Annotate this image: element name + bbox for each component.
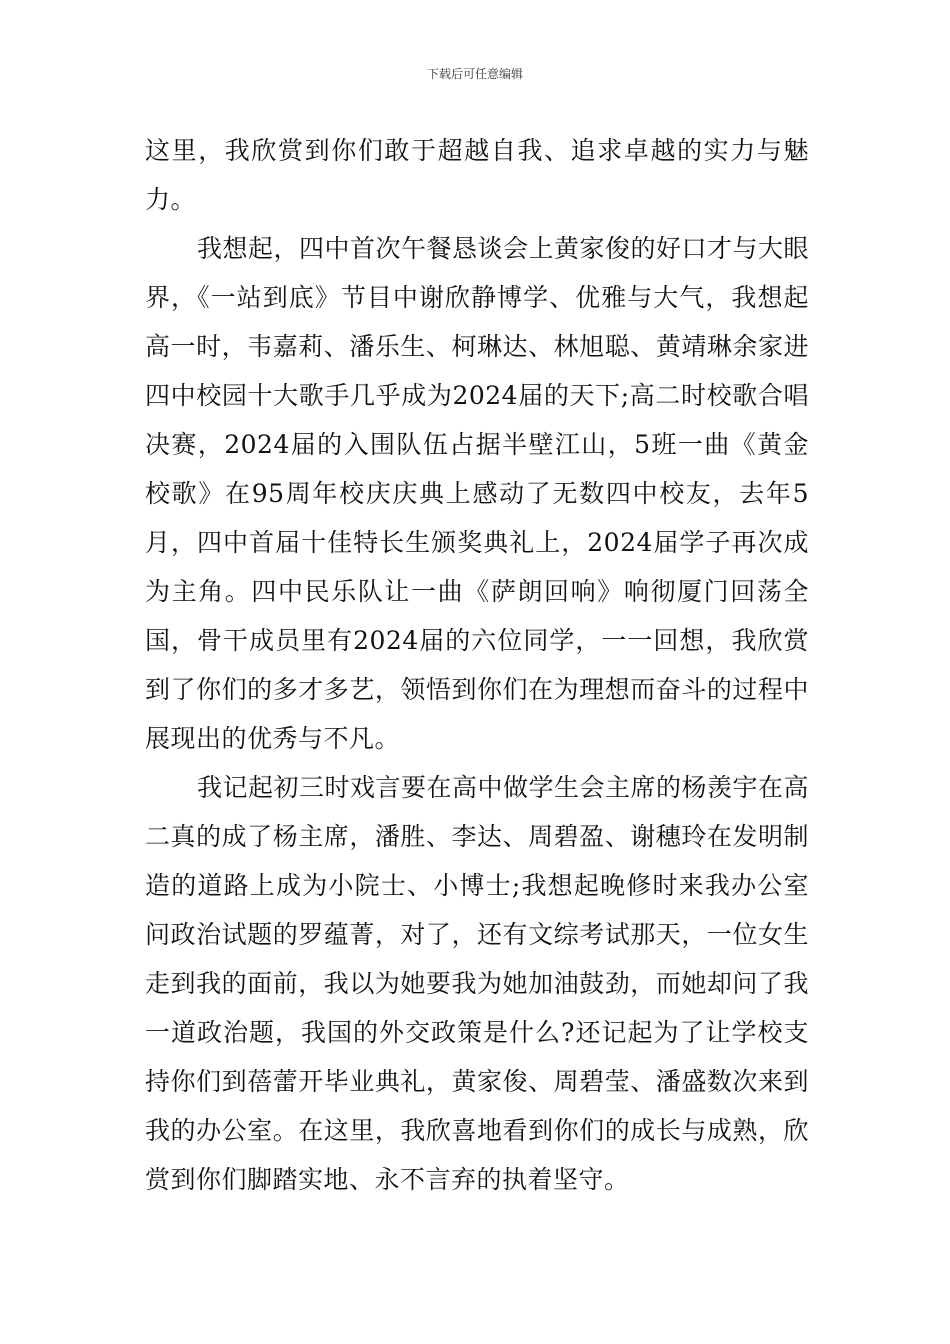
paragraph-recollection-growth: 我记起初三时戏言要在高中做学生会主席的杨羡宇在高二真的成了杨主席，潘胜、李达、周碧盈、谢穗玲在发明制造的道路上成为小院士、小博士;我想起晚修时来我办公室问政治试题的罗蕴菁，对了，还有文综考试那天，一位女生走到我的面前，我以为她要我为她加油鼓劲，而她却问了我一道政治题，我国的外交政策是什么?还记起为了让学校支持你们到蓓蕾开毕业典礼，黄家俊、周碧莹、潘盛数次来到我的办公室。在这里，我欣喜地看到你们的成长与成熟，欣赏到你们脚踏实地、永不言弃的执着坚守。 — [145, 773, 810, 1194]
paragraph-continuation: 这里，我欣赏到你们敢于超越自我、追求卓越的实力与魅力。 — [145, 136, 809, 214]
paragraph-recollection-talents: 我想起，四中首次午餐恳谈会上黄家俊的好口才与大眼界，《一站到底》节目中谢欣静博学、优雅与大气，我想起高一时，韦嘉莉、潘乐生、柯琳达、林旭聪、黄靖琳余家进四中校园十大歌手几乎成为2024届的天下;高二时校歌合唱决赛，2024届的入围队伍占据半壁江山，5班一曲《黄金校歌》在95周年校庆庆典上感动了无数四中校友，去年5月，四中首届十佳特长生颁奖典礼上，2024届学子再次成为主角。四中民乐队让一曲《萨朗回响》响彻厦门回荡全国，骨干成员里有2024届的六位同学，一一回想，我欣赏到了你们的多才多艺，领悟到你们在为理想而奋斗的过程中展现出的优秀与不凡。 — [145, 234, 810, 753]
document-body — [145, 126, 809, 1204]
page-header: 下载后可任意编辑 — [426, 67, 523, 81]
